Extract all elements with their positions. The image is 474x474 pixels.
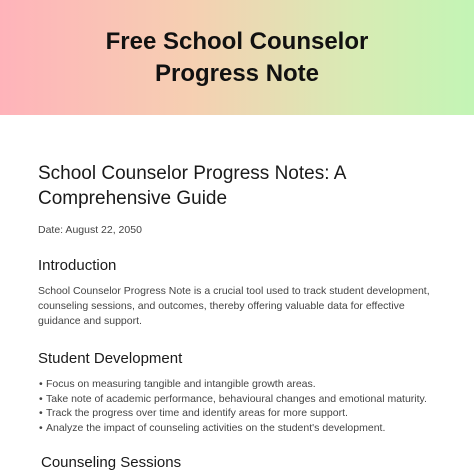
list-item-text: Analyze the impact of counseling activities on the student's development. <box>46 421 386 434</box>
counseling-sessions-heading: Counseling Sessions <box>41 454 182 471</box>
list-item <box>38 377 448 392</box>
list-item <box>38 392 448 407</box>
bullet-icon: • <box>39 392 43 405</box>
list-item-text: Track the progress over time and identify areas for more support. <box>46 407 348 419</box>
document-body <box>38 161 448 473</box>
list-item <box>38 421 448 436</box>
banner-title: Free School Counselor Progress Note <box>105 27 369 87</box>
bullet-icon: • <box>39 378 43 390</box>
header-banner <box>0 0 474 115</box>
student-development-heading: Student Development <box>38 350 183 367</box>
bullet-icon: • <box>39 421 43 434</box>
list-item-text: Take note of academic performance, behavioural changes and emotional maturity. <box>46 392 427 405</box>
document-title: School Counselor Progress Notes: A Comprehensive Guide <box>38 163 346 209</box>
bullet-icon: • <box>39 407 43 419</box>
list-item-text: Focus on measuring tangible and intangible growth areas. <box>46 378 316 390</box>
introduction-heading: Introduction <box>38 257 117 274</box>
student-development-list <box>38 377 448 435</box>
document-date: Date: August 22, 2050 <box>38 224 142 236</box>
list-item <box>38 406 448 421</box>
introduction-text: School Counselor Progress Note is a crucial tool used to track student development, counseling sessions, and outcomes, thereby offering valuable data for effective guidance and support. <box>38 285 430 327</box>
